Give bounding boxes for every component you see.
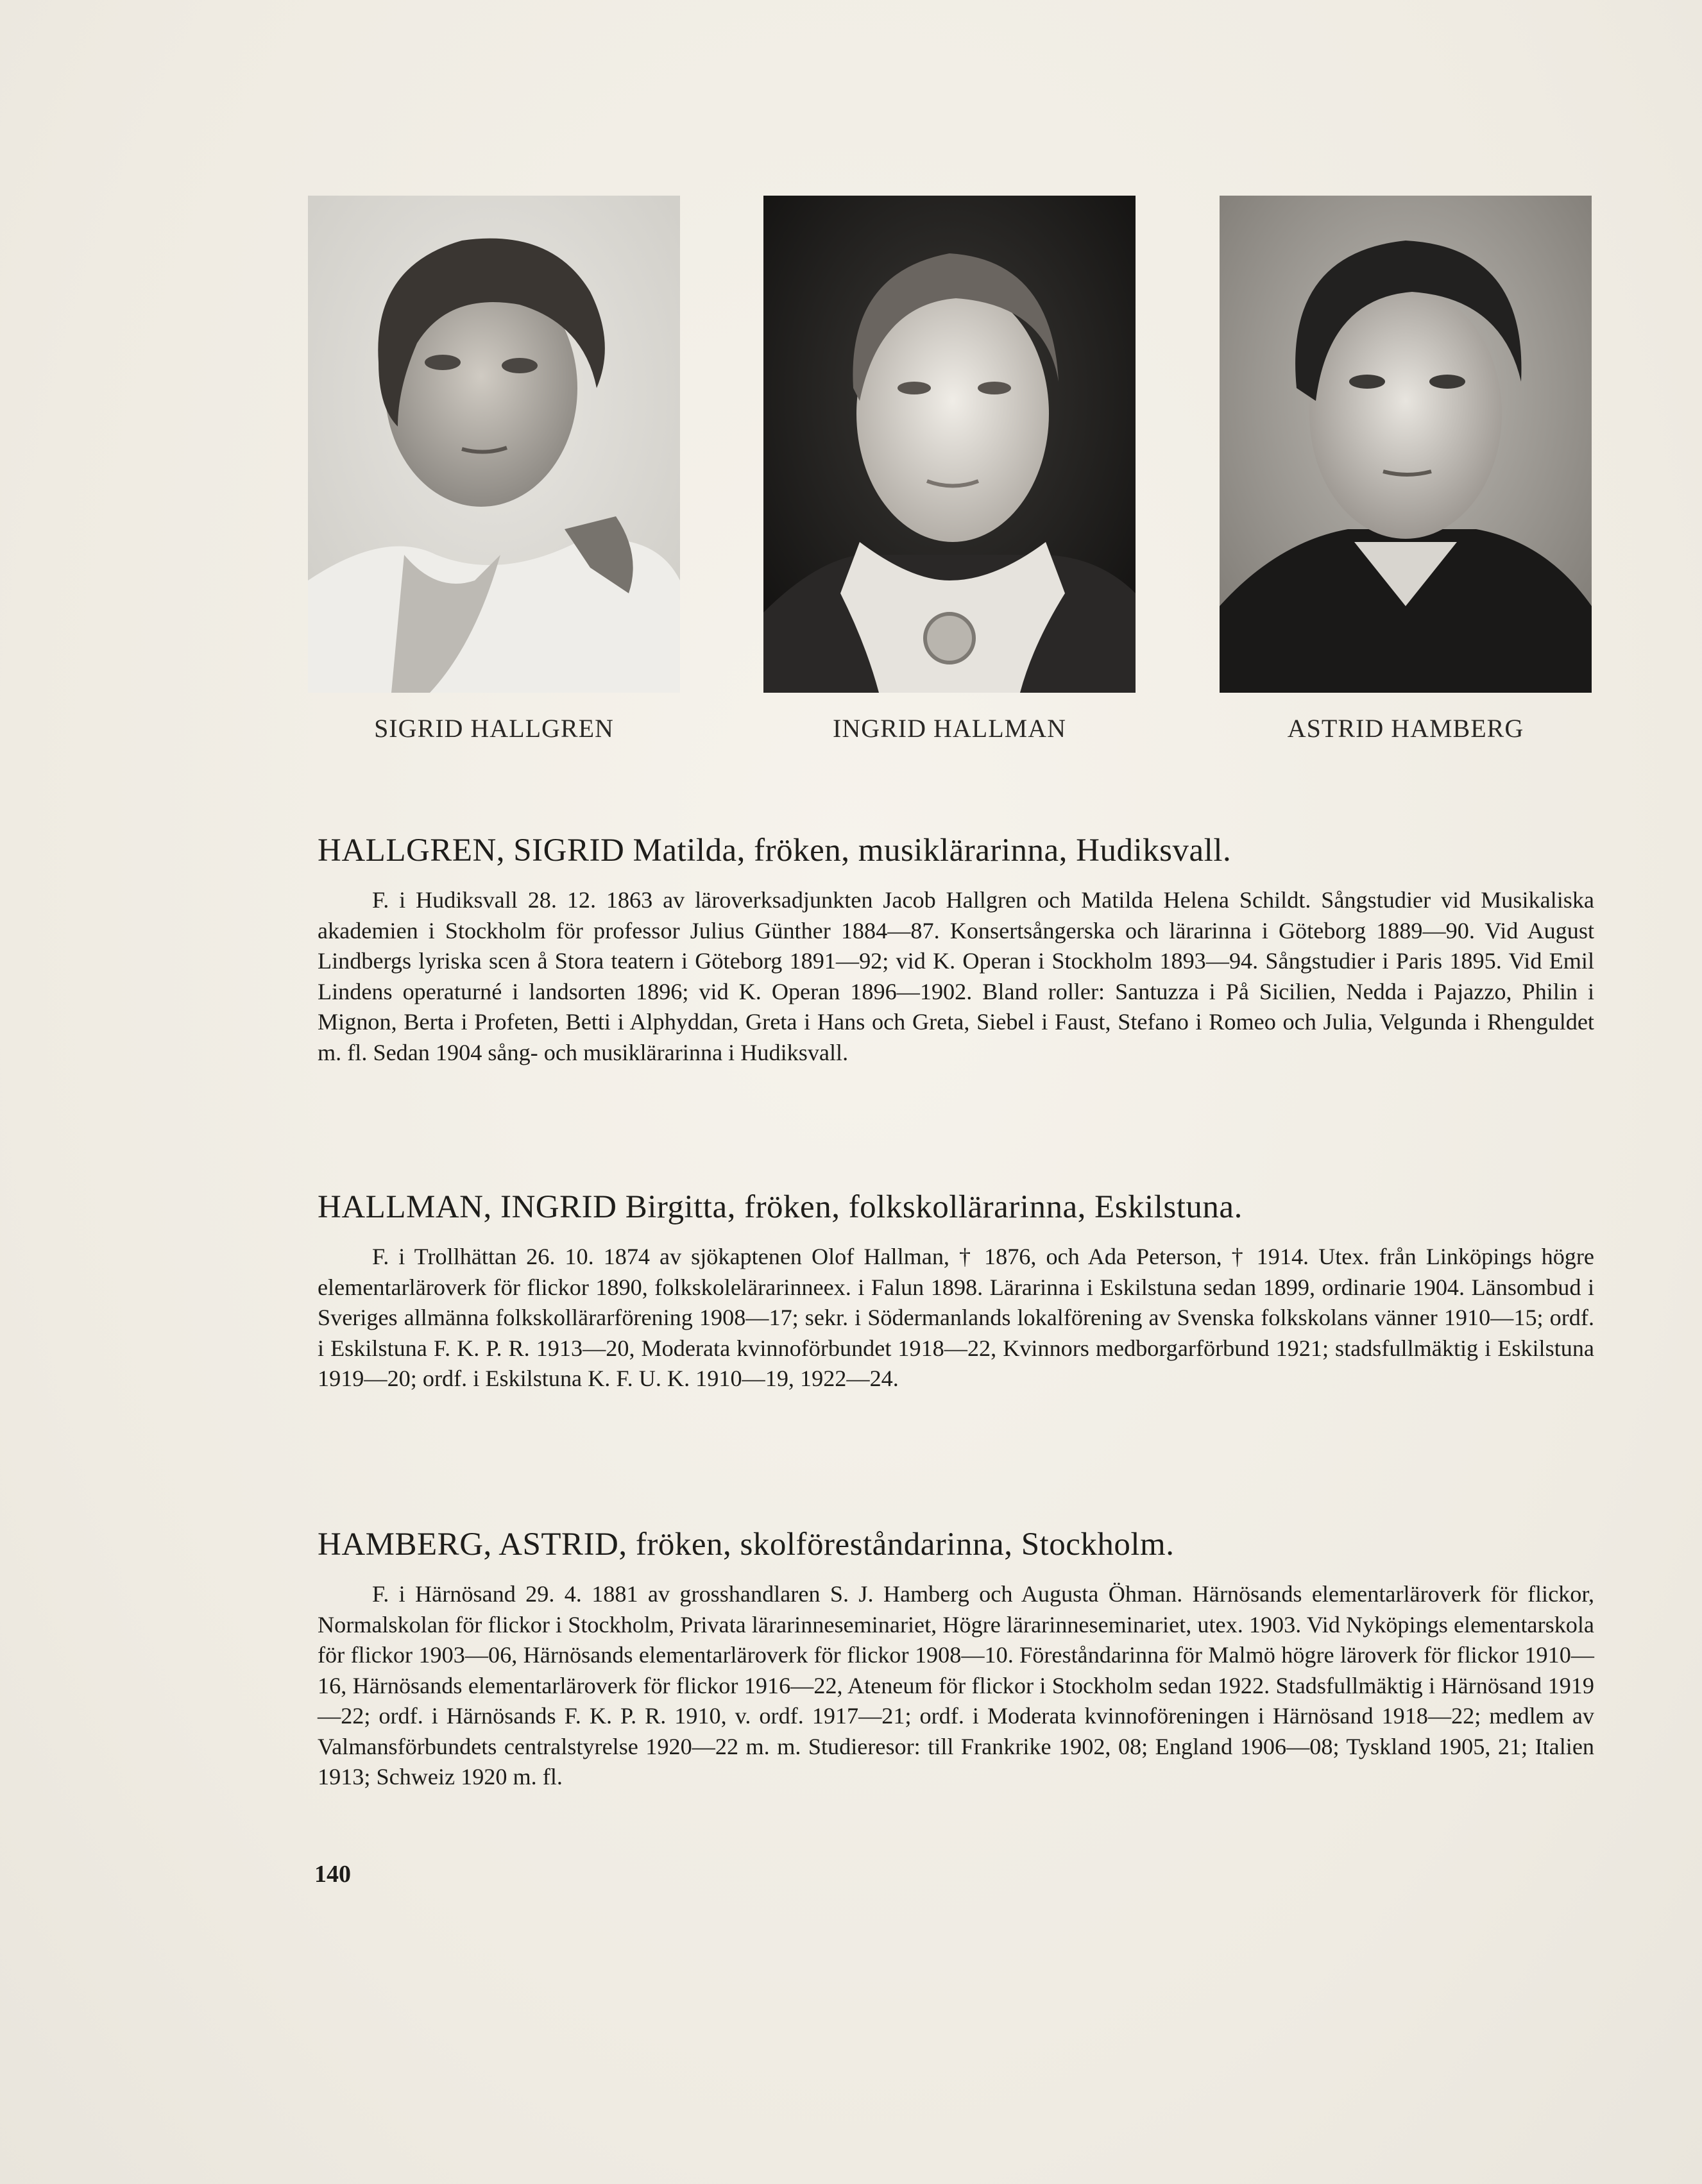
entry-body: F. i Härnösand 29. 4. 1881 av grosshandlaren S. J. Hamberg och Augusta Öhman. Härnösands elementarläroverk för flickor, Normalskolan för flickor i Stockholm, Privata lärarinneseminariet, Högre lärarinneseminariet, utex. 1903. Vid Nyköpings elementarskola för flickor 1903—06, Härnösands elementarläroverk för flickor 1908—10. Föreståndarinna för Malmö högre läroverk för flickor 1910—16, Härnösands elementarläroverk för flickor 1916—22, Ateneum för flickor i Stockholm sedan 1922. Stadsfullmäktig i Härnösand 1919—22; ordf. i Härnösands F. K. P. R. 1910, v. ordf. 1917—21; ordf. i Moderata kvinnoföreningen i Härnösand 1918—22; medlem av Valmansförbundets centralstyrelse 1920—22 m. m. Studieresor: till Frankrike 1902, 08; England 1906—08; Tyskland 1905, 21; Italien 1913; Schweiz 1920 m. fl. [318, 1581, 1594, 1790]
page-number: 140 [314, 1861, 351, 1888]
entry-body: F. i Trollhättan 26. 10. 1874 av sjökaptenen Olof Hallman, † 1876, och Ada Peterson, † 1914. Utex. från Linköpings högre elementarläroverk för flickor 1890, folkskolelärarinneex. i Falun 1898. Lärarinna i Eskilstuna sedan 1899, ordinarie 1904. Länsombud i Sveriges allmänna folkskollärarförening 1908—17; sekr. i Södermanlands lokalförening av Svenska folkskolans vänner 1910—15; ordf. i Eskilstuna F. K. P. R. 1913—20, Moderata kvinnoförbundet 1918—22, Kvinnors medborgarförbund 1921; stadsfullmäktig i Eskilstuna 1919—20; ordf. i Eskilstuna K. F. U. K. 1910—19, 1922—24. [318, 1244, 1594, 1391]
portrait-photo-sigrid-hallgren [308, 196, 680, 693]
portrait-caption: ASTRID HAMBERG [1287, 714, 1524, 743]
entry-heading: HALLGREN, SIGRID Matilda, fröken, musiklärarinna, Hudiksvall. [318, 833, 1232, 868]
entry-heading: HALLMAN, INGRID Birgitta, fröken, folkskollärarinna, Eskilstuna. [318, 1189, 1243, 1225]
portrait-photo-astrid-hamberg [1220, 196, 1592, 693]
portrait-caption: INGRID HALLMAN [833, 714, 1066, 743]
portrait-photo-ingrid-hallman [763, 196, 1136, 693]
portrait-caption: SIGRID HALLGREN [374, 714, 614, 743]
biography-entry [318, 831, 1594, 1068]
biography-entry [318, 1525, 1594, 1793]
entry-heading: HAMBERG, ASTRID, fröken, skolföreståndarinna, Stockholm. [318, 1527, 1175, 1562]
biography-entry [318, 1188, 1594, 1394]
entry-body: F. i Hudiksvall 28. 12. 1863 av läroverksadjunkten Jacob Hallgren och Matilda Helena Schildt. Sångstudier vid Musikaliska akademien i Stockholm för professor Julius Günther 1884—87. Konsertsångerska och lärarinna i Göteborg 1889—90. Vid August Lindbergs lyriska scen å Stora teatern i Göteborg 1891—92; vid K. Operan i Stockholm 1893—94. Sångstudier i Paris 1895. Vid Emil Lindens operaturné i landsorten 1896; vid K. Operan 1896—1902. Bland roller: Santuzza i På Sicilien, Nedda i Pajazzo, Philin i Mignon, Berta i Profeten, Betti i Alphyddan, Greta i Hans och Greta, Siebel i Faust, Stefano i Romeo och Julia, Velgunda i Rhenguldet m. fl. Sedan 1904 sång- och musiklärarinna i Hudiksvall. [318, 887, 1594, 1065]
